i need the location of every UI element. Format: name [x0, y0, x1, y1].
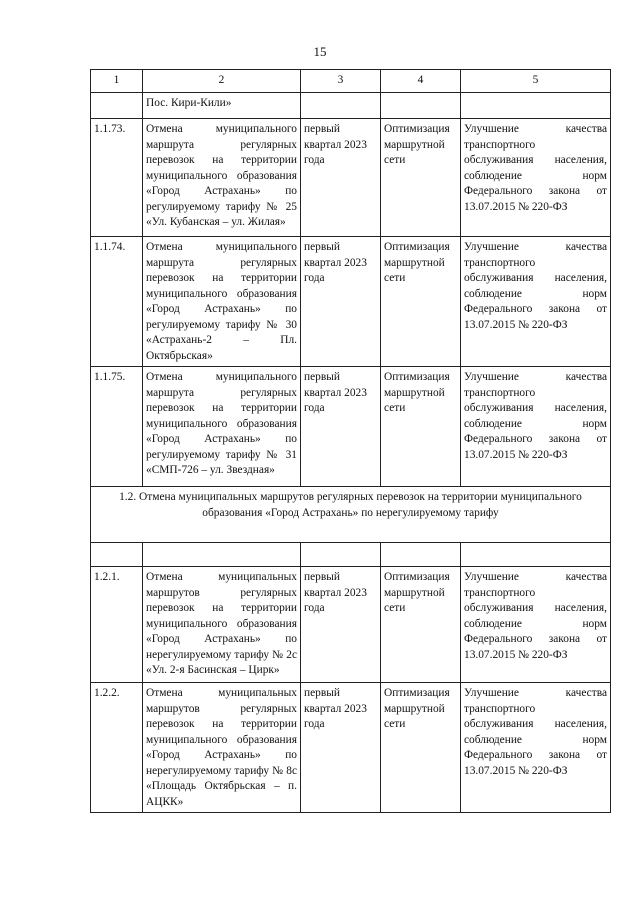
section-heading-row: [91, 487, 611, 543]
table-row: [91, 567, 611, 683]
cell-period: первый квартал 2023 года: [301, 237, 381, 367]
column-header: 5: [461, 70, 611, 93]
cell-result: [461, 93, 611, 119]
cell-period: первый квартал 2023 года: [301, 567, 381, 683]
cell-reason: Оптимизация маршрутной сети: [381, 683, 461, 813]
cell-num: 1.1.73.: [91, 119, 143, 237]
cell-action: Отмена муниципального маршрута регулярных перевозок на территории муниципального образования «Город Астрахань» по регулируемому тарифу № 30 «Астрахань-2 – Пл. Октябрьская»: [143, 237, 301, 367]
spacer-cell: [91, 543, 143, 567]
table-row: [91, 683, 611, 813]
cell-reason: Оптимизация маршрутной сети: [381, 567, 461, 683]
spacer-row: [91, 543, 611, 567]
page-number: 15: [313, 44, 327, 59]
cell-action: Отмена муниципальных маршрутов регулярных перевозок на территории муниципального образования «Город Астрахань» по нерегулируемому тарифу № 2с «Ул. 2-я Басинская – Цирк»: [143, 567, 301, 683]
section-heading: 1.2. Отмена муниципальных маршрутов регулярных перевозок на территории муниципального образования «Город Астрахань» по нерегулируемому тарифу: [91, 487, 611, 543]
column-header: 4: [381, 70, 461, 93]
cell-result: Улучшение качества транспортного обслуживания населения, соблюдение норм Федерального закона от 13.07.2015 № 220-ФЗ: [461, 683, 611, 813]
routes-table: [90, 69, 611, 813]
cell-period: первый квартал 2023 года: [301, 367, 381, 487]
cell-num: 1.1.74.: [91, 237, 143, 367]
spacer-cell: [301, 543, 381, 567]
cell-result: Улучшение качества транспортного обслуживания населения, соблюдение норм Федерального закона от 13.07.2015 № 220-ФЗ: [461, 367, 611, 487]
cell-action: Отмена муниципального маршрута регулярных перевозок на территории муниципального образования «Город Астрахань» по регулируемому тарифу № 25 «Ул. Кубанская – ул. Жилая»: [143, 119, 301, 237]
spacer-cell: [143, 543, 301, 567]
cell-result: Улучшение качества транспортного обслуживания населения, соблюдение норм Федерального закона от 13.07.2015 № 220-ФЗ: [461, 567, 611, 683]
cell-result: Улучшение качества транспортного обслуживания населения, соблюдение норм Федерального закона от 13.07.2015 № 220-ФЗ: [461, 119, 611, 237]
cell-result: Улучшение качества транспортного обслуживания населения, соблюдение норм Федерального закона от 13.07.2015 № 220-ФЗ: [461, 237, 611, 367]
cell-action: Отмена муниципального маршрута регулярных перевозок на территории муниципального образования «Город Астрахань» по регулируемому тарифу № 31 «СМП-726 – ул. Звездная»: [143, 367, 301, 487]
continuation-text: Пос. Кири-Кили»: [143, 93, 301, 119]
cell-period: первый квартал 2023 года: [301, 683, 381, 813]
cell-num: 1.1.75.: [91, 367, 143, 487]
spacer-cell: [461, 543, 611, 567]
cell-period: [301, 93, 381, 119]
cell-reason: [381, 93, 461, 119]
column-header: 3: [301, 70, 381, 93]
cell-period: первый квартал 2023 года: [301, 119, 381, 237]
cell-num: 1.2.1.: [91, 567, 143, 683]
table-row: [91, 367, 611, 487]
spacer-cell: [381, 543, 461, 567]
column-header: 2: [143, 70, 301, 93]
cell-reason: Оптимизация маршрутной сети: [381, 237, 461, 367]
header-row: [91, 70, 611, 93]
cell-reason: Оптимизация маршрутной сети: [381, 367, 461, 487]
cell-action: Отмена муниципальных маршрутов регулярных перевозок на территории муниципального образования «Город Астрахань» по нерегулируемому тарифу № 8с «Площадь Октябрьская – п. АЦКК»: [143, 683, 301, 813]
cell-reason: Оптимизация маршрутной сети: [381, 119, 461, 237]
continuation-row: [91, 93, 611, 119]
cell-num: [91, 93, 143, 119]
cell-num: 1.2.2.: [91, 683, 143, 813]
column-header: 1: [91, 70, 143, 93]
table-row: [91, 237, 611, 367]
table-row: [91, 119, 611, 237]
